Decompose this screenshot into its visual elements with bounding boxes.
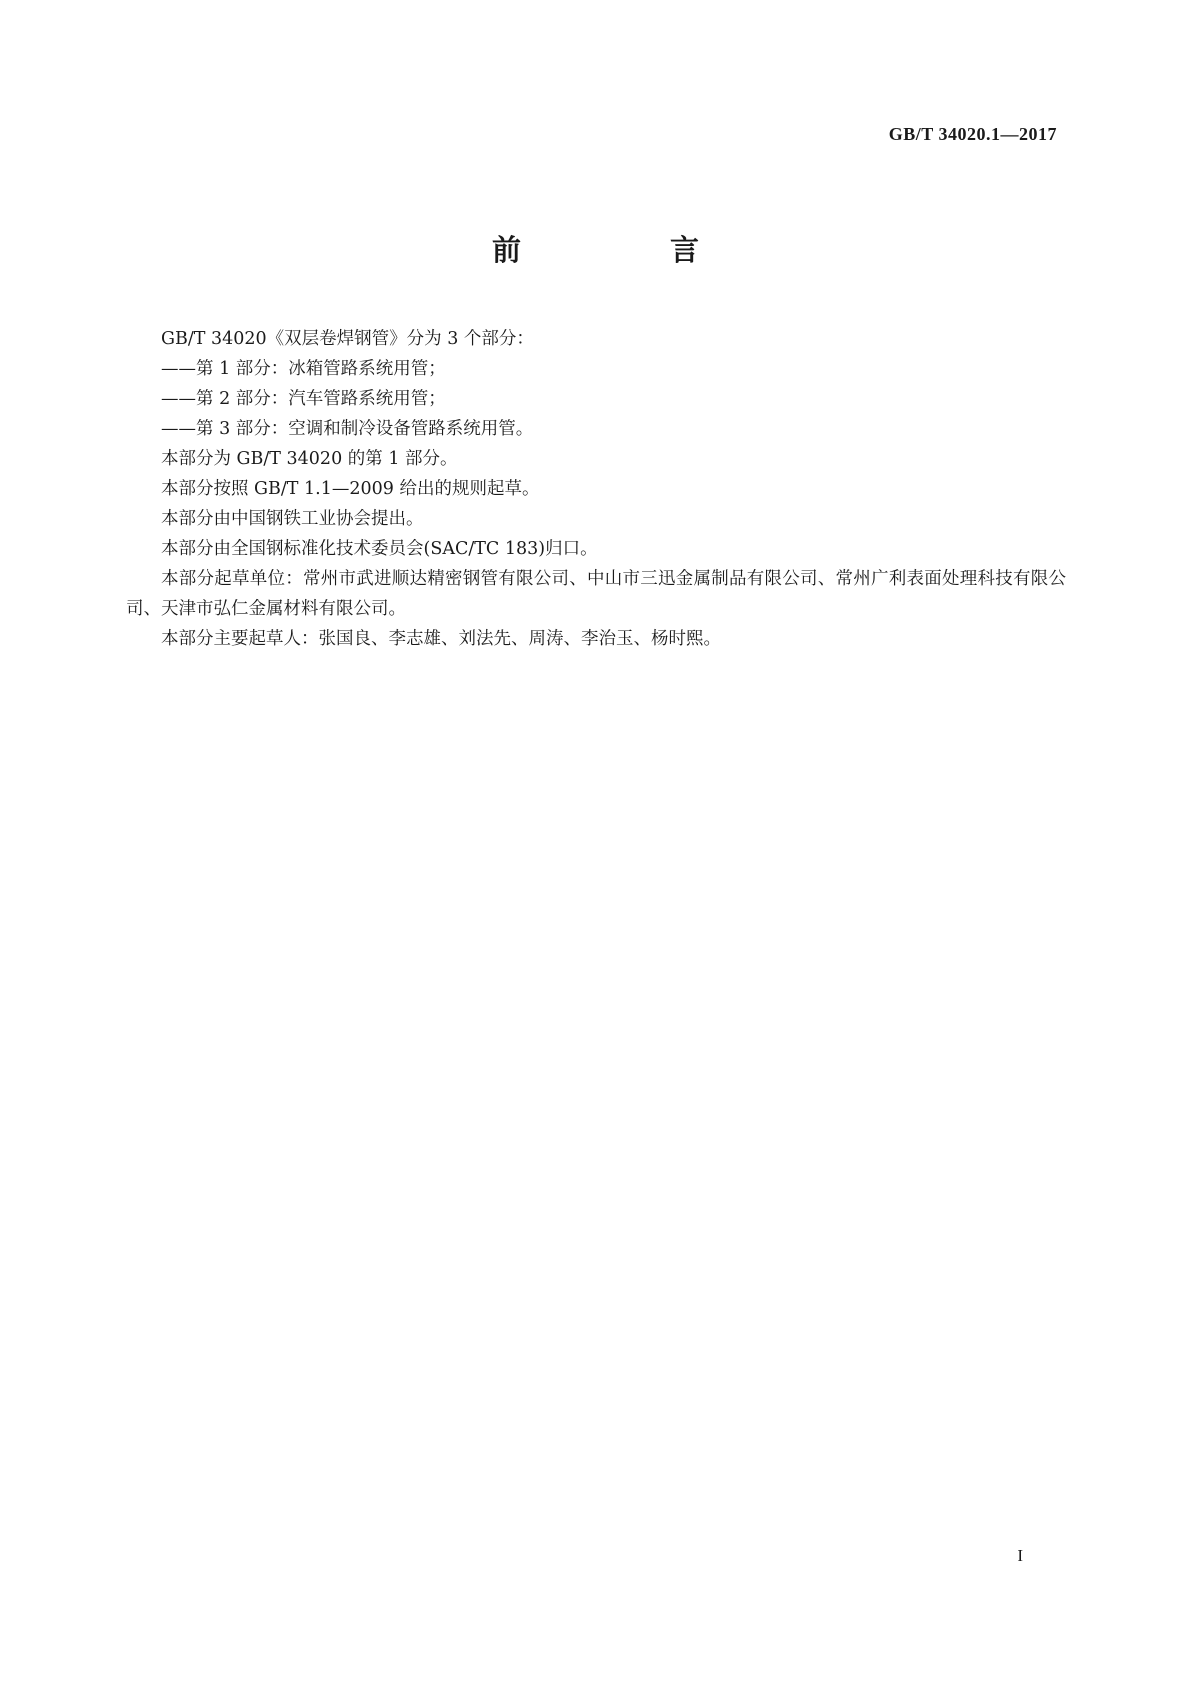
- page-number: I: [1017, 1546, 1023, 1565]
- foreword-body: [126, 324, 1066, 654]
- paragraph-part-3: ——第 3 部分：空调和制冷设备管路系统用管。: [161, 419, 534, 439]
- paragraph-parts-intro: GB/T 34020《双层卷焊钢管》分为 3 个部分：: [161, 329, 534, 349]
- paragraph-part-1: ——第 1 部分：冰箱管路系统用管；: [161, 359, 446, 379]
- page-title: 前 言: [491, 233, 759, 267]
- paragraph-drafters: 本部分主要起草人：张国良、李志雄、刘法先、周涛、李治玉、杨时熙。: [161, 629, 721, 649]
- standard-code: GB/T 34020.1—2017: [888, 124, 1057, 144]
- paragraph-proposer: 本部分由中国钢铁工业协会提出。: [161, 509, 424, 529]
- paragraph-drafting-rules: 本部分按照 GB/T 1.1—2009 给出的规则起草。: [161, 479, 540, 499]
- paragraph-this-part: 本部分为 GB/T 34020 的第 1 部分。: [161, 449, 458, 469]
- paragraph-drafting-units: 本部分起草单位：常州市武进顺达精密钢管有限公司、中山市三迅金属制品有限公司、常州广利表面处理科技有限公司、天津市弘仁金属材料有限公司。: [126, 569, 1066, 619]
- paragraph-part-2: ——第 2 部分：汽车管路系统用管；: [161, 389, 446, 409]
- paragraph-committee: 本部分由全国钢标准化技术委员会(SAC/TC 183)归口。: [161, 539, 598, 559]
